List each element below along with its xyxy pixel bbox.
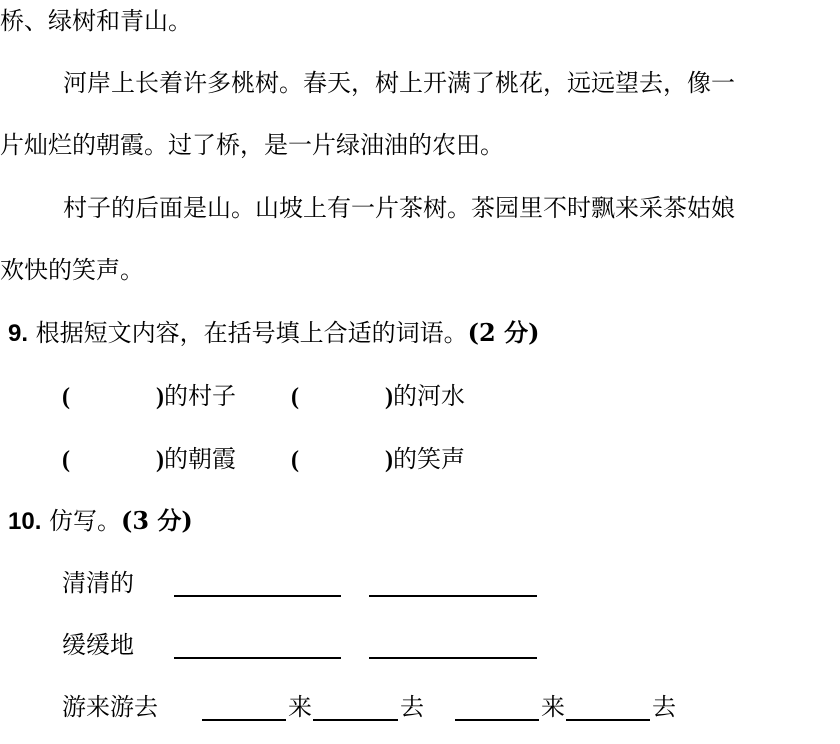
question-9-dot: . xyxy=(21,320,29,347)
q9-item-1-word: 的村子 xyxy=(164,382,236,410)
question-9-heading xyxy=(8,318,539,348)
q10-row-2-blank-1[interactable] xyxy=(174,635,341,659)
question-10-heading xyxy=(8,506,193,536)
q9-item-1-open-paren: ( xyxy=(62,384,70,410)
question-10-score: (3 分) xyxy=(121,506,193,535)
passage-line-2: 河岸上长着许多桃树。春天，树上开满了桃花，远远望去，像一 xyxy=(63,69,735,97)
q9-item-3-word: 的朝霞 xyxy=(164,445,236,473)
q9-item-3-close-paren: ) xyxy=(156,447,164,473)
question-10-dot: . xyxy=(34,508,42,535)
question-10-number: 10 xyxy=(8,508,35,535)
q10-row-3-blank-2[interactable] xyxy=(313,697,398,721)
q9-item-3 xyxy=(62,444,236,474)
q10-row-1-blank-2[interactable] xyxy=(369,573,537,597)
q9-item-4 xyxy=(291,444,465,474)
passage-line-3: 片灿烂的朝霞。过了桥，是一片绿油油的农田。 xyxy=(0,131,504,159)
passage-line-1: 桥、绿树和青山。 xyxy=(0,7,192,35)
q9-item-2-word: 的河水 xyxy=(393,382,465,410)
passage-line-4: 村子的后面是山。山坡上有一片茶树。茶园里不时飘来采茶姑娘 xyxy=(63,194,735,222)
question-10-text: 仿写。 xyxy=(49,507,122,535)
q10-row-1-label: 清清的 xyxy=(62,569,134,597)
q9-item-4-word: 的笑声 xyxy=(393,445,465,473)
q9-item-1-close-paren: ) xyxy=(156,384,164,410)
q9-item-3-open-paren: ( xyxy=(62,447,70,473)
q9-item-2 xyxy=(291,381,465,411)
q9-item-2-close-paren: ) xyxy=(385,384,393,410)
q10-row-2-label: 缓缓地 xyxy=(62,631,134,659)
q9-item-1 xyxy=(62,381,236,411)
q10-row-1-blank-1[interactable] xyxy=(174,573,341,597)
q10-row-3-blank-3[interactable] xyxy=(455,697,539,721)
q10-row-3-lai-2: 来 xyxy=(541,693,565,721)
q10-row-3-qu-1: 去 xyxy=(400,693,424,721)
passage-line-5: 欢快的笑声。 xyxy=(0,256,144,284)
question-9-number: 9 xyxy=(8,320,22,347)
q10-row-3-lai-1: 来 xyxy=(288,693,312,721)
q9-item-4-open-paren: ( xyxy=(291,447,299,473)
question-9-text: 根据短文内容，在括号填上合适的词语。 xyxy=(35,319,468,347)
q10-row-3-label: 游来游去 xyxy=(62,693,158,721)
q10-row-3-blank-1[interactable] xyxy=(202,697,286,721)
q9-item-2-open-paren: ( xyxy=(291,384,299,410)
q9-item-4-close-paren: ) xyxy=(385,447,393,473)
q10-row-3-blank-4[interactable] xyxy=(566,697,650,721)
question-9-score: (2 分) xyxy=(467,318,540,347)
q10-row-3-qu-2: 去 xyxy=(652,693,676,721)
q10-row-2-blank-2[interactable] xyxy=(369,635,537,659)
